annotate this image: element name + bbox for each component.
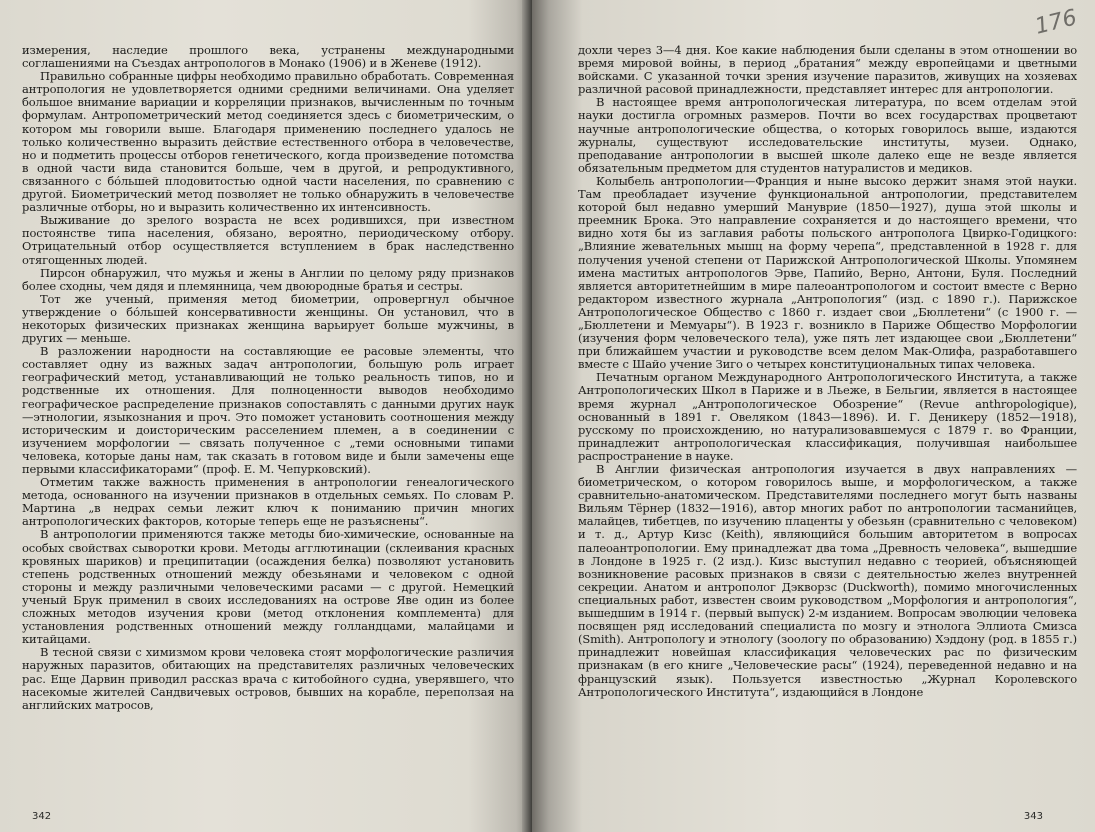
paragraph: измерения, наследие прошлого века, устранены международными соглашениями на Съездах антропологов в Монако (1906) и в Женеве (1912). [22, 43, 514, 71]
paragraph: Выживание до зрелого возраста не всех родившихся, при известном постоянстве типа населения, обязано, вероятно, периодическому отбору. Отрицательный отбор осуществляется вступлением в брак наследственно отягощенных людей. [22, 213, 514, 267]
paragraph: дохли через 3—4 дня. Кое какие наблюдения были сделаны в этом отношении во время мировой войны, в период „братания“ между европейцами и цветными войсками. С указанной точки зрения изучение паразитов, живущих на хозяевах различной расовой принадлежности, представляет интерес для антропологии. [578, 43, 1077, 97]
page-number-right: 343 [1023, 811, 1043, 822]
right-page-text [578, 44, 1077, 699]
paragraph: Отметим также важность применения в антропологии генеалогического метода, основанного на изучении признаков в отдельных семьях. По словам Р. Мартина „в недрах семьи лежит ключ к пониманию причин многих антропологических факторов, которые теперь еще не разъяснены“. [22, 475, 514, 529]
paragraph: Печатным органом Международного Антропологического Института, а также Антропологических Школ в Париже и в Льеже, в Бельгии, является в настоящее время журнал „Антропологическое Обозрение“ (Revue anthropologique), основанный в 1891 г. Овеляком (1843—1896). И. Г. Деникеру (1852—1918), русскому по происхождению, но натурализовавшемуся с 1879 г. во Франции, принадлежит антропологическая классификация, получившая наибольшее распространение в науке. [578, 370, 1077, 463]
left-page [0, 0, 532, 832]
right-page [532, 0, 1095, 832]
paragraph: Тот же ученый, применяя метод биометрии, опровергнул обычное утверждение о бо́льшей консервативности женщины. Он установил, что в некоторых физических признаках женщина варьирует больше мужчины, в других — меньше. [22, 291, 514, 346]
page-number-left: 342 [32, 811, 52, 822]
paragraph: В антропологии применяются также методы био-химические, основанные на особых свойствах сыворотки крови. Методы агглютинации (склеивания красных кровяных шариков) и преципитации (осаждения белка) позволяют установить степень родственных отношений между обезьянами и человеком с одной стороны и между различными человеческими расами — с другой. Немецкий ученый Брук применил в своих исследованиях на острове Яве один из более сложных методов изучения крови (метод отклонения комплемента) для установления родственных отношений между голландцами, малайцами и китайцами. [22, 527, 514, 647]
paragraph: В разложении народности на составляющие ее расовые элементы, что составляет одну из важных задач антропологии, большую роль играет географический метод, устанавливающий не только реальность типов, но и родственные их отношения. Для полноценности выводов необходимо географическое распределение признаков сопоставлять с данными других наук—этнологии, языкознания и проч. Это поможет установить соотношения между историческим и доисторическим расселением племен, а в соединении с изучением морфологии — связать полученное с „теми основными типами человека, которые даны нам, так сказать в готовом виде и были замечены еще первыми классификаторами“ (проф. Е. М. Чепурковский). [22, 344, 514, 476]
margin-handwritten-note: 176 [1032, 5, 1080, 40]
left-page-text [22, 44, 514, 712]
paragraph: В тесной связи с химизмом крови человека стоят морфологические различия наружных паразитов, обитающих на представителях различных человеческих рас. Еще Дарвин приводил рассказ врача с китобойного судна, уверявшего, что насекомые жителей Сандвичевых островов, бывших на корабле, переползая на английских матросов, [22, 645, 514, 712]
paragraph: В Англии физическая антропология изучается в двух направлениях — биометрическом, о котором говорилось выше, и морфологическом, а также сравнительно-анатомическом. Представителями последнего могут быть названы Вильям Тёрнер (1832—1916), автор многих работ по антропологии тасманийцев, малайцев, тибетцев, по изучению плаценты у обезьян (сравнительно с человеком) и т. д., Артур Кизс (Keith), являющийся большим авторитетом в вопросах палеоантропологии. Ему принадлежат два тома „Древность человека“, вышедшие в Лондоне в 1925 г. (2 изд.). Кизс выступил недавно с теорией, объясняющей возникновение расовых признаков в связи с деятельностью желез внутренней секреции. Анатом и антрополог Дэкворзс (Duckworth), помимо многочисленных специальных работ, известен своим руководством „Морфология и антропология“, вышедшим в 1914 г. (первый выпуск) 2-м изданием. Вопросам эволюции человека посвящен ряд исследований специалиста по мозгу и этнолога Эллиота Смизса (Smith). Антропологу и этнологу (зоологу по образованию) Хэддону (род. в 1855 г.) принадлежит новейшая классификация человеческих рас по физическим признакам (в его книге „Человеческие расы“ (1924), переведенной недавно и на французский язык). Пользуется известностью „Журнал Королевского Антропологического Института“, издающийся в Лондоне [578, 462, 1077, 699]
paragraph: Пирсон обнаружил, что мужья и жены в Англии по целому ряду признаков более сходны, чем дядя и племянница, чем двоюродные братья и сестры. [22, 265, 514, 293]
paragraph: Колыбель антропологии—Франция и ныне высоко держит знамя этой науки. Там преобладает изучение функциональной антропологии, представителем которой был недавно умерший Мануврие (1850—1927), душа этой школы и преемник Брока. Это направление сохраняется и до настоящего времени, что видно хотя бы из заглавия работы польского антрополога Цвирко-Годицкого: „Влияние жевательных мышц на форму черепа“, представленной в 1928 г. для получения ученой степени от Парижской Антропологической Школы. Упомянем имена маститых антропологов Эрве, Папийо, Верно, Антони, Буля. Последний является авторитетнейшим в мире палеоантропологом и состоит вместе с Верно редактором известного журнала „Антропология“ (изд. с 1890 г.). Парижское Антропологическое Общество с 1860 г. издает свои „Бюллетени“ (с 1900 г. — „Бюллетени и Мемуары“). В 1923 г. возникло в Париже Общество Морфологии (изучения форм человеческого тела), уже пять лет издающее свои „Бюллетени“ при ближайшем участии и руководстве всем делом Мак-Олифа, разработавшего вместе с Шайо учение Зиго о четырех конституциональных типах человека. [578, 173, 1077, 372]
paragraph: В настоящее время антропологическая литература, по всем отделам этой науки достигла огромных размеров. Почти во всех государствах процветают научные антропологические общества, о которых говорилось выше, издаются журналы, существуют исследовательские институты, музеи. Однако, преподавание антропологии в высшей школе далеко еще не везде является обязательным предметом для студентов натуралистов и медиков. [578, 95, 1077, 175]
paragraph: Правильно собранные цифры необходимо правильно обработать. Современная антропология не удовлетворяется одними средними величинами. Она уделяет большое внимание вариации и корреляции признаков, вычисленным по точным формулам. Антропометрический метод соединяется здесь с биометрическим, о котором мы говорили выше. Благодаря применению последнего удалось не только количественно выразить действие естественного отбора в человечестве, но и подметить процессы отборов генетического, когда произведение потомства в одной части вида становится больше, чем в другой, и репродуктивного, связанного с бо́льшей плодовитостью одной части населения, по сравнению с другой. Биометрический метод позволяет не только обнаружить в человечестве различные отборы, но и выразить количественно их интенсивность. [22, 69, 514, 215]
